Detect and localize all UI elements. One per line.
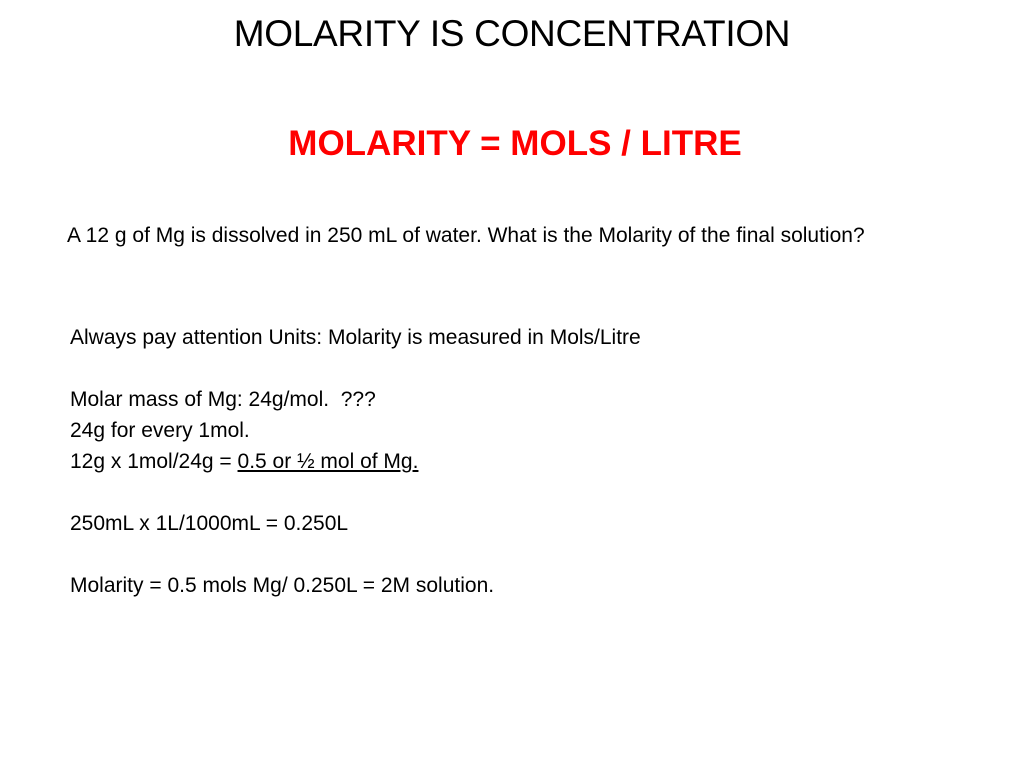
mass-calc-prefix: 12g x 1mol/24g =: [70, 450, 238, 473]
mass-calc-line: [70, 446, 970, 477]
units-note: Always pay attention Units: Molarity is measured in Mols/Litre: [70, 326, 641, 349]
volume-calc-line: 250mL x 1L/1000mL = 0.250L: [70, 512, 349, 535]
blank-line: [70, 353, 970, 384]
problem-statement: [61, 221, 911, 250]
per-mol-line: 24g for every 1mol.: [70, 419, 250, 442]
molarity-formula: MOLARITY = MOLS / LITRE: [288, 124, 742, 163]
mass-calc-result: 0.5 or ½ mol of Mg.: [237, 450, 419, 473]
solution-steps: [70, 322, 970, 601]
blank-line: [70, 539, 970, 570]
blank-line: [70, 477, 970, 508]
molar-mass-line: Molar mass of Mg: 24g/mol. ???: [70, 388, 376, 411]
question-text: A 12 g of Mg is dissolved in 250 mL of water. What is the Molarity of the final solution?: [67, 224, 865, 247]
slide-title: MOLARITY IS CONCENTRATION: [233, 13, 791, 54]
molarity-calc-line: Molarity = 0.5 mols Mg/ 0.250L = 2M solution.: [70, 574, 495, 597]
